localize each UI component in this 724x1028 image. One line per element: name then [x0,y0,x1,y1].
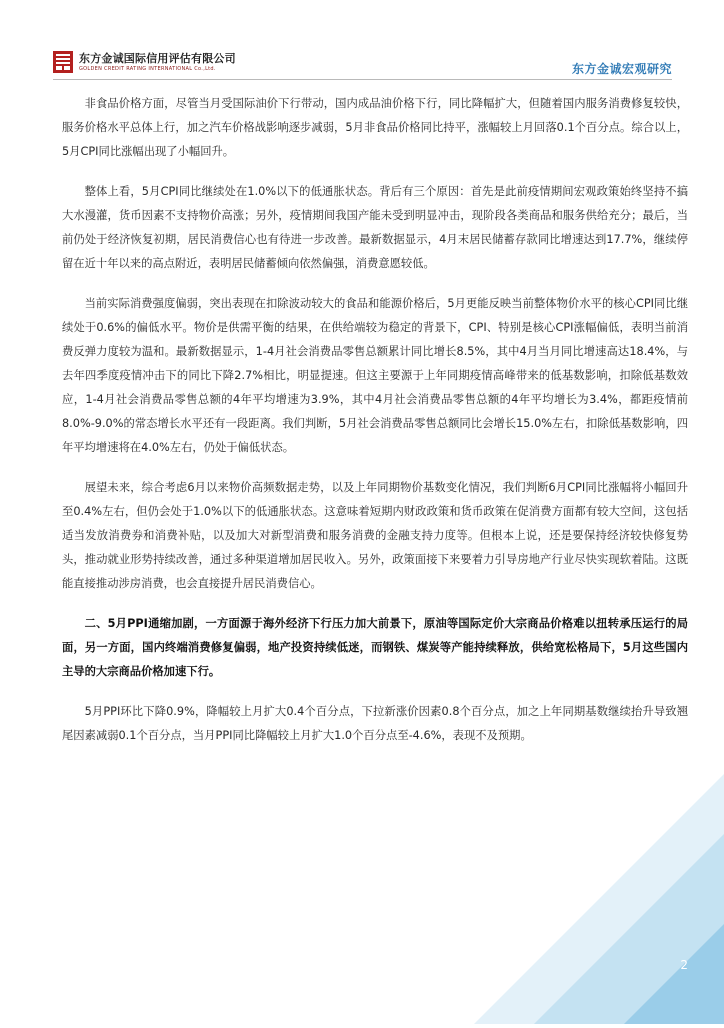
company-name-cn: 东方金诚国际信用评估有限公司 [79,51,236,65]
paragraph-non-food-prices: 非食品价格方面，尽管当月受国际油价下行带动，国内成品油价格下行，同比降幅扩大，但随着国内服务消费修复较快，服务价格水平总体上行，加之汽车价格战影响逐步减弱，5月非食品价格同比持平，涨幅较上月回落0.1个百分点。综合以上，5月CPI同比涨幅出现了小幅回升。 [62,97,688,158]
page-header [0,0,724,86]
page-number: 2 [680,958,688,972]
paragraph-core-cpi: 当前实际消费强度偏弱，突出表现在扣除波动较大的食品和能源价格后，5月更能反映当前整体物价水平的核心CPI同比继续处于0.6%的偏低水平。物价是供需平衡的结果，在供给端较为稳定的背景下，CPI、特别是核心CPI涨幅偏低，表明当前消费反弹力度较为温和。最新数据显示，1-4月社会消费品零售总额累计同比增长8.5%，其中4月当月同比增速高达18.4%，与去年四季度疫情冲击下的同比下降2.7%相比，明显提速。但这主要源于上年同期疫情高峰带来的低基数影响，扣除低基数效应，1-4月社会消费品零售总额的4年平均增速为3.9%，其中4月社会消费品零售总额的4年平均增长为3.4%，都距疫情前8.0%-9.0%的常态增长水平还有一段距离。我们判断，5月社会消费品零售总额同比会增长15.0%左右，扣除低基数影响，四年平均增速将在4.0%左右，仍处于偏低状态。 [62,297,688,454]
logo-mark-icon [53,51,73,73]
paragraph-ppi-detail: 5月PPI环比下降0.9%，降幅较上月扩大0.4个百分点，下拉新涨价因素0.8个百分点，加之上年同期基数继续抬升导致翘尾因素减弱0.1个百分点，当月PPI同比降幅较上月扩大1.0个百分点至-4.6%，表现不及预期。 [62,705,688,742]
company-name-en: GOLDEN CREDIT RATING INTERNATIONAL Co.,Ltd. [79,65,216,72]
corner-decoration [474,774,724,1024]
report-series-title: 东方金诚宏观研究 [571,62,672,76]
paragraph-outlook: 展望未来，综合考虑6月以来物价高频数据走势，以及上年同期物价基数变化情况，我们判断6月CPI同比涨幅将小幅回升至0.4%左右，但仍会处于1.0%以下的低通胀状态。这意味着短期内财政政策和货币政策在促消费方面都有较大空间，这包括适当发放消费券和消费补贴，以及加大对新型消费和服务消费的金融支持力度等。但根本上说，还是要保持经济较快修复势头，推动就业形势持续改善，通过多种渠道增加居民收入。另外，政策面接下来要着力引导房地产行业尽快实现软着陆。这既能直接推动涉房消费，也会直接提升居民消费信心。 [62,481,688,590]
company-logo [53,49,236,75]
document-body [62,92,688,764]
header-divider [53,79,672,80]
section-heading-ppi: 二、5月PPI通缩加剧，一方面源于海外经济下行压力加大前景下，原油等国际定价大宗商品价格难以扭转承压运行的局面，另一方面，国内终端消费修复偏弱，地产投资持续低迷，而钢铁、煤炭等产能持续释放，供给宽松格局下，5月这些国内主导的大宗商品价格加速下行。 [62,617,688,678]
paragraph-overall-cpi: 整体上看，5月CPI同比继续处在1.0%以下的低通胀状态。背后有三个原因：首先是此前疫情期间宏观政策始终坚持不搞大水漫灌，货币因素不支持物价高涨；另外，疫情期间我国产能未受到明显冲击，现阶段各类商品和服务供给充分；最后，当前仍处于经济恢复初期，居民消费信心也有待进一步改善。最新数据显示，4月末居民储蓄存款同比增速达到17.7%，继续停留在近十年以来的高点附近，表明居民储蓄倾向依然偏强，消费意愿较低。 [62,185,688,270]
